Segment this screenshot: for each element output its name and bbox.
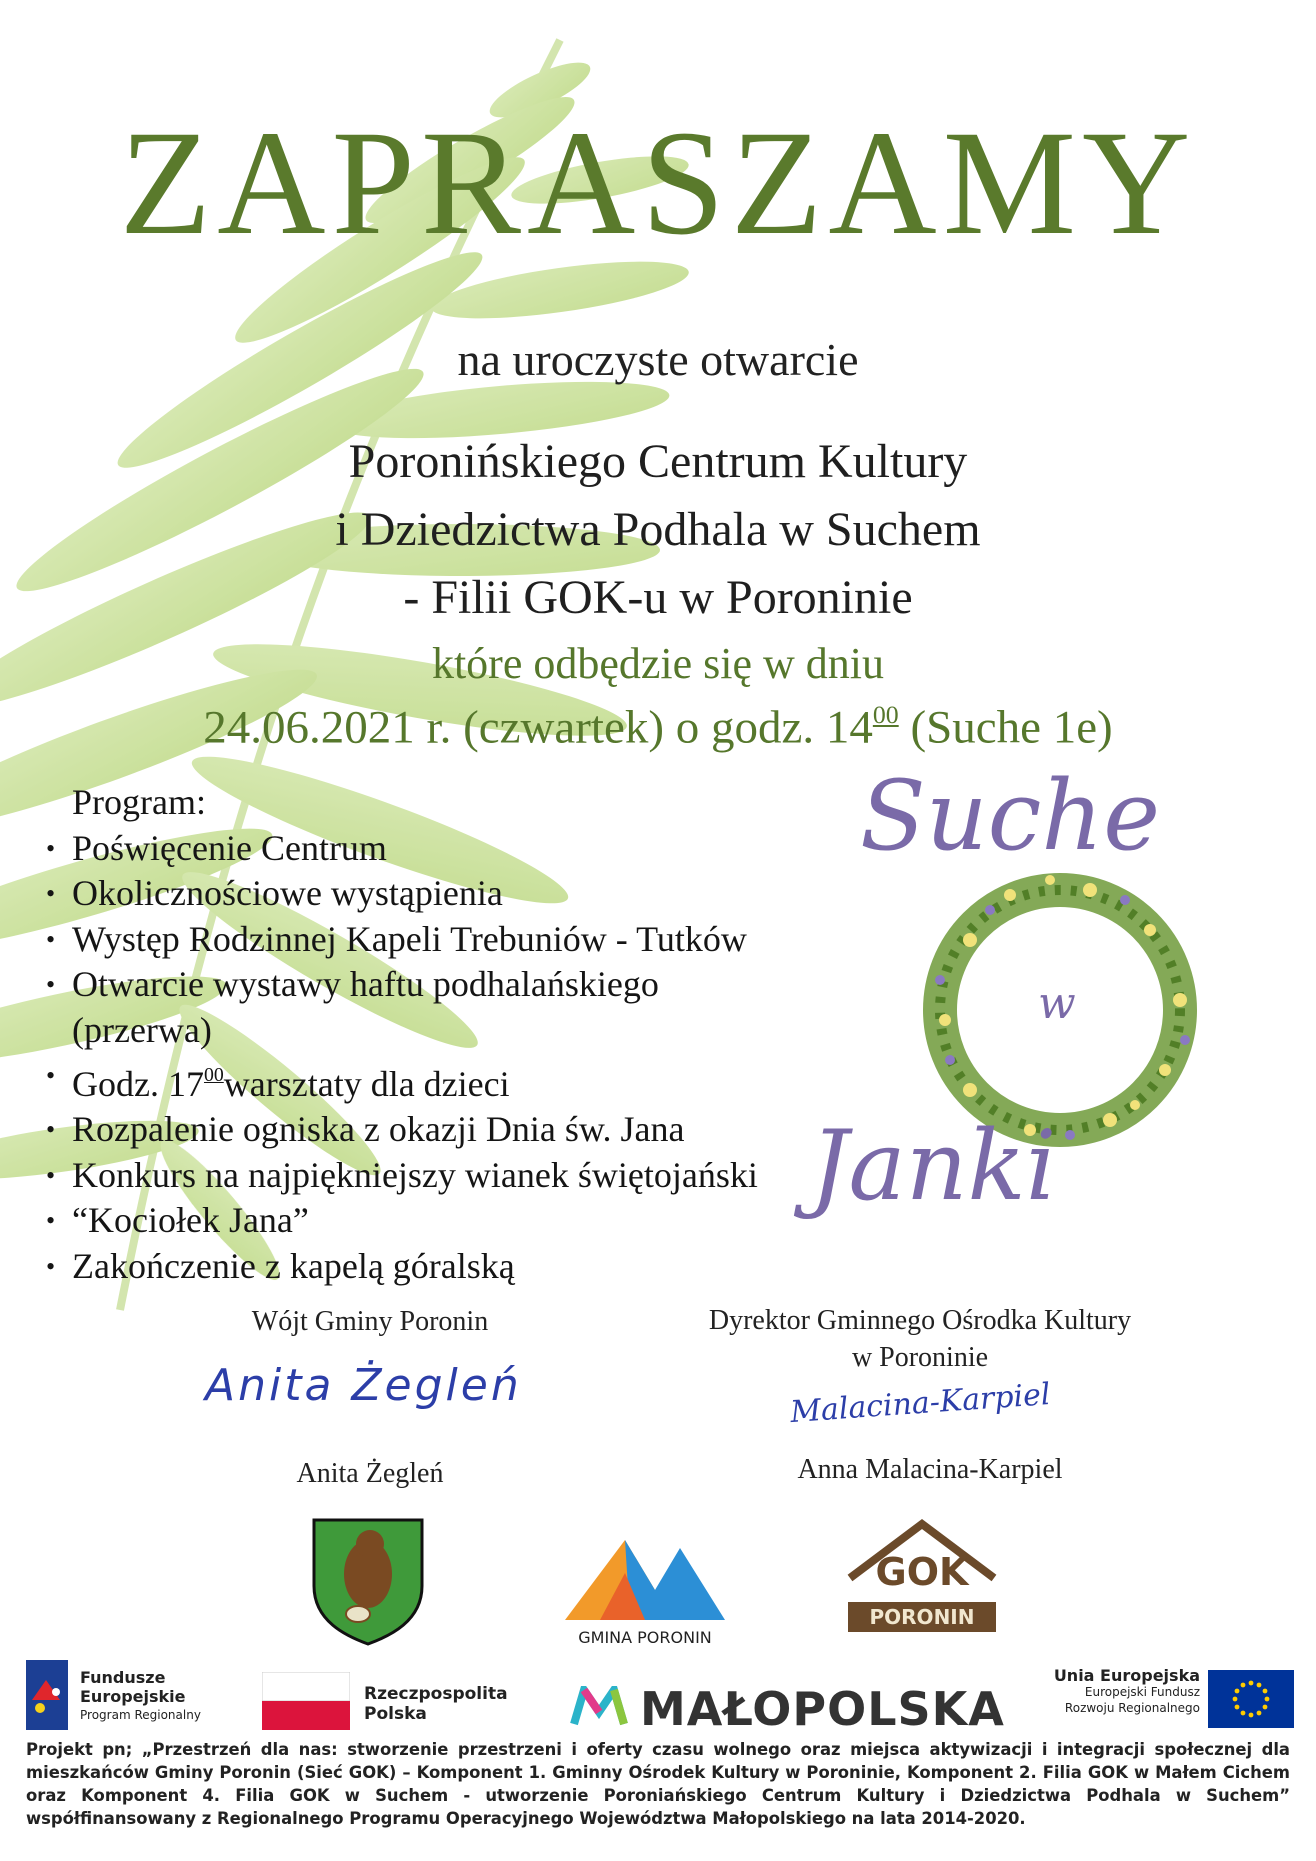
program-item bbox=[46, 1053, 758, 1107]
left-handwritten-signature: Anita Żegleń bbox=[205, 1360, 522, 1411]
right-signatory-title-line-1: Dyrektor Gminnego Ośrodka Kultury bbox=[708, 1305, 1132, 1336]
program-item: • Występ Rodzinnej Kapeli Trebuniów - Tutków bbox=[46, 917, 758, 963]
rzeczpospolita-polska-label bbox=[364, 1684, 508, 1724]
right-handwritten-signature: Malacina-Karpiel bbox=[789, 1376, 1052, 1431]
program-item-time-minutes: 00 bbox=[203, 1064, 224, 1086]
gmina-poronin-logo bbox=[560, 1528, 730, 1648]
event-location: (Suche 1e) bbox=[898, 701, 1113, 754]
program-item: • “Kociołek Jana” bbox=[46, 1198, 758, 1244]
program-item-time: Godz. 17 bbox=[72, 1063, 204, 1104]
wreath-text-suche: Suche bbox=[860, 760, 1160, 872]
wreath-graphic bbox=[810, 760, 1280, 1240]
malopolska-m-icon bbox=[570, 1686, 628, 1726]
right-signatory-name: Anna Malacina-Karpiel bbox=[797, 1454, 1063, 1485]
event-lead-line: które odbędzie się w dniu bbox=[431, 639, 885, 688]
venue-line-3: - Filii GOK-u w Poroninie bbox=[403, 571, 913, 624]
program-heading: Program: bbox=[72, 782, 206, 822]
program-item-continuation: (przerwa) bbox=[72, 1009, 212, 1050]
program-item: • Okolicznościowe wystąpienia bbox=[46, 871, 758, 917]
program-item: • Otwarcie wystawy haftu podhalańskiego bbox=[46, 962, 758, 1008]
eu-flag-icon bbox=[1208, 1670, 1294, 1728]
left-signatory-title: Wójt Gminy Poronin bbox=[251, 1306, 489, 1337]
rp-line-1: Rzeczpospolita bbox=[364, 1684, 508, 1704]
fundusze-line-3: Program Regionalny bbox=[80, 1708, 201, 1722]
rp-line-2: Polska bbox=[364, 1704, 427, 1724]
program-item: • Konkurs na najpiękniejszy wianek świętojański bbox=[46, 1153, 758, 1199]
wreath-text-janki: Janki bbox=[810, 1110, 1057, 1222]
fundusze-line-1: Fundusze bbox=[80, 1668, 166, 1687]
page-title: ZAPRASZAMY bbox=[119, 100, 1197, 266]
ue-line-2: Europejski Fundusz bbox=[1084, 1685, 1200, 1699]
right-signatory-title bbox=[640, 1302, 1200, 1376]
event-time-minutes: 00 bbox=[872, 700, 899, 729]
venue-line-1: Poronińskiego Centrum Kultury bbox=[348, 435, 968, 488]
program-item: • Rozpalenie ogniska z okazji Dnia św. Jana bbox=[46, 1107, 758, 1153]
event-date-text: 24.06.2021 r. (czwartek) o godz. 14 bbox=[203, 701, 873, 754]
program-list bbox=[46, 780, 758, 1289]
program-item-text: warsztaty dla dzieci bbox=[223, 1063, 510, 1104]
gok-logo-text: GOK bbox=[875, 1550, 969, 1594]
program-item: • Poświęcenie Centrum bbox=[46, 826, 758, 872]
gmina-poronin-mountains-icon bbox=[560, 1528, 730, 1628]
project-funding-note: Projekt pn; „Przestrzeń dla nas: stworzenie przestrzeni i oferty czasu wolnego oraz miejsca aktywizacji i integracji społecznej dla mieszkańców Gminy Poronin (Sieć GOK) – Komponent 1. Gminny Ośrodek Kultury w Poroninie, Komponent 2. Filia GOK w Małem Cichem oraz Komponent 4. Filia GOK w Suchem - utworzenie Poroniańskiego Centrum Kultury i Dziedzictwa Podhala w Suchem” współfinansowany z Regionalnego Programu Operacyjnego Województwa Małopolskiego na lata 2014-2020. bbox=[26, 1740, 1290, 1828]
malopolska-label: MAŁOPOLSKA bbox=[640, 1682, 1005, 1736]
unia-europejska-label bbox=[1010, 1668, 1200, 1716]
invite-line: na uroczyste otwarcie bbox=[457, 334, 859, 385]
poronin-coat-of-arms-icon bbox=[310, 1516, 426, 1646]
wreath-text-w: w bbox=[1038, 978, 1076, 1029]
venue-line-2: i Dziedzictwa Podhala w Suchem bbox=[335, 503, 981, 556]
fundusze-europejskie-icon bbox=[26, 1660, 68, 1730]
event-date bbox=[0, 700, 1316, 754]
gmina-poronin-label: GMINA PORONIN bbox=[578, 1628, 712, 1647]
fundusze-europejskie-label bbox=[80, 1668, 201, 1725]
gok-poronin-logo bbox=[842, 1516, 1002, 1636]
ue-line-1: Unia Europejska bbox=[1053, 1666, 1200, 1685]
ue-line-3: Rozwoju Regionalnego bbox=[1064, 1701, 1200, 1715]
program-item: • Zakończenie z kapelą góralską bbox=[46, 1244, 758, 1290]
fundusze-line-2: Europejskie bbox=[80, 1687, 186, 1706]
right-signatory-title-line-2: w Poroninie bbox=[851, 1342, 989, 1373]
gok-logo-subtext: PORONIN bbox=[848, 1602, 996, 1632]
polish-flag-icon bbox=[262, 1672, 350, 1730]
left-signatory-name: Anita Żegleń bbox=[296, 1458, 444, 1489]
venue-name bbox=[0, 428, 1316, 632]
